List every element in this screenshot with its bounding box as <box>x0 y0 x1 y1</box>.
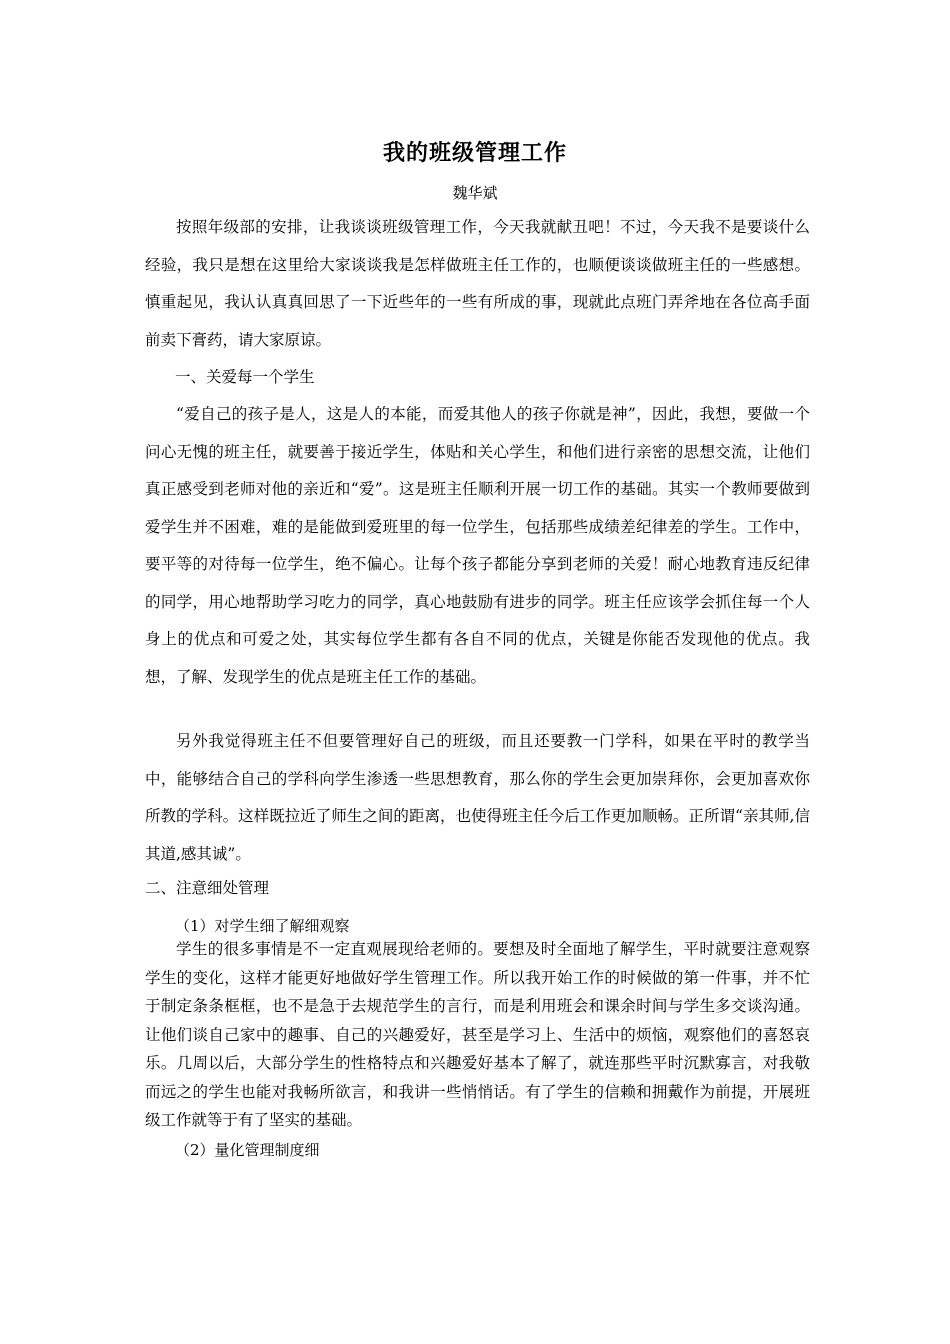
section1-para1-block <box>145 396 810 696</box>
section1-heading-block <box>175 359 840 397</box>
intro-paragraph: 按照年级部的安排，让我谈谈班级管理工作，今天我就献丑吧！不过，今天我不是要谈什么经验，我只是想在这里给大家谈谈我是怎样做班主任工作的，也顺便谈谈做班主任的一些感想。慎重起见，我认认真真回思了一下近些年的一些有所成的事，现就此点班门弄斧地在各位高手面前卖下膏药，请大家原谅。 <box>145 218 810 349</box>
section2-heading: 二、注意细处管理 <box>145 879 270 897</box>
section2-sub2-heading: （2）量化管理制度细 <box>175 1141 320 1159</box>
section2-sub1-paragraph: 学生的很多事情是不一定直观展现给老师的。要想及时全面地了解学生，平时就要注意观察学生的变化，这样才能更好地做好学生管理工作。所以我开始工作的时候做的第一件事，并不忙于制定条条框框，也不是急于去规范学生的言行，而是利用班会和课余时间与学生多交谈沟通。让他们谈自己家中的趣事、自己的兴趣爱好，甚至是学习上、生活中的烦恼，观察他们的喜怒哀乐。几周以后，大部分学生的性格特点和兴趣爱好基本了解了，就连那些平时沉默寡言，对我敬而远之的学生也能对我畅所欲言，和我讲一些悄悄话。有了学生的信赖和拥戴作为前提，开展班级工作就等于有了坚实的基础。 <box>145 940 810 1129</box>
section2-sub1-block <box>145 935 810 1135</box>
document-author: 魏华斌 <box>452 184 498 202</box>
section1-heading: 一、关爱每一个学生 <box>175 368 315 386</box>
intro-block <box>145 209 810 359</box>
section1-paragraph-1: “爱自己的孩子是人，这是人的本能，而爱其他人的孩子你就是神”，因此，我想，要做一个问心无愧的班主任，就要善于接近学生，体贴和关心学生，和他们进行亲密的思想交流，让他们真正感受到老师对他的亲近和“爱”。这是班主任顺利开展一切工作的基础。其实一个教师要做到爱学生并不困难，难的是能做到爱班里的每一位学生，包括那些成绩差纪律差的学生。工作中，要平等的对待每一位学生，绝不偏心。让每个孩子都能分享到老师的关爱！耐心地教育违反纪律的同学，用心地帮助学习吃力的同学，真心地鼓励有进步的同学。班主任应该学会抓住每一个人身上的优点和可爱之处，其实每位学生都有各自不同的优点，关键是你能否发现他的优点。我想，了解、发现学生的优点是班主任工作的基础。 <box>145 405 810 686</box>
section1-paragraph-2: 另外我觉得班主任不但要管理好自己的班级，而且还要教一门学科，如果在平时的教学当中，能够结合自己的学科向学生渗透一些思想教育，那么你的学生会更加崇拜你，会更加喜欢你所教的学科。这样既拉近了师生之间的距离，也使得班主任今后工作更加顺畅。正所谓“亲其师,信其道,感其诚”。 <box>145 732 810 863</box>
document-title: 我的班级管理工作 <box>382 140 567 166</box>
section1-para2-block <box>145 723 810 873</box>
section2-sub1-heading: （1）对学生细了解细观察 <box>175 917 350 935</box>
